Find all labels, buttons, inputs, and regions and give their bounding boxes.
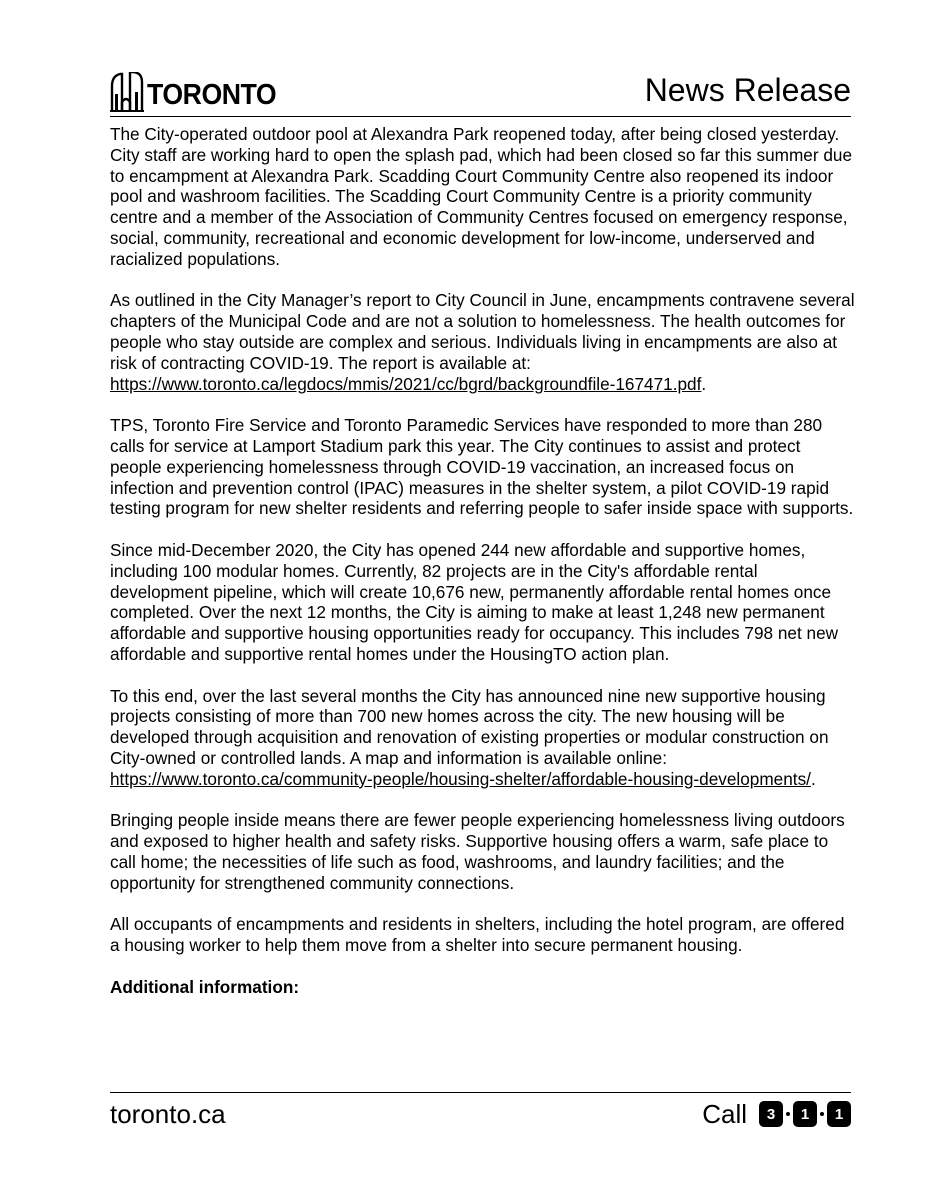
header-divider [110,116,851,117]
paragraph-housing-worker: All occupants of encampments and residents in shelters, including the hotel program, are offered a housing worker to help them move from a shelter into secure permanent housing. [110,914,845,956]
report-pdf-link[interactable]: https://www.toronto.ca/legdocs/mmis/2021/cc/bgrd/backgroundfile-167471.pdf [110,373,702,394]
separator-dot [786,1112,790,1116]
paragraph-bringing-people-inside: Bringing people inside means there are fewer people experiencing homelessness living outdoors and exposed to higher health and safety risks. Supportive housing offers a warm, safe place to call home; the necessities of life such as food, washrooms, and laundry facilities; and the opportunity for strengthened community connections. [110,810,845,893]
website-link[interactable]: toronto.ca [110,1099,226,1129]
housing-map-link[interactable]: https://www.toronto.ca/community-people/housing-shelter/affordable-housing-developments/ [110,768,811,789]
digit-key: 3 [759,1101,783,1127]
page-header [110,58,851,116]
paragraph-supportive-housing [110,686,855,790]
digit-key: 1 [793,1101,817,1127]
digit-key: 1 [827,1101,851,1127]
call-label: Call [702,1099,747,1129]
paragraph-pool-reopening: The City-operated outdoor pool at Alexandra Park reopened today, after being closed yesterday. City staff are working hard to open the splash pad, which had been closed so far this summer due to encampment at Alexandra Park. Scadding Court Community Centre also reopened its indoor pool and washroom facilities. The Scadding Court Community Centre is a priority community centre and a member of the Association of Community Centres focused on emergency response, social, community, recreational and economic development for low-income, underserved and racialized populations. [110,124,853,269]
paragraph-emergency-calls: TPS, Toronto Fire Service and Toronto Paramedic Services have responded to more than 280 calls for service at Lamport Stadium park this year. The City continues to assist and protect people experiencing homelessness through COVID-19 vaccination, an increased focus on infection and prevention control (IPAC) measures in the shelter system, a pilot COVID-19 rapid testing program for new shelter residents and referring people to safer inside space with supports. [110,415,854,519]
paragraph-city-manager-report [110,290,855,394]
logo-wordmark: TORONTO [147,79,277,111]
toronto-logo[interactable] [110,66,287,112]
release-body [110,124,855,1018]
footer-divider [110,1092,851,1093]
paragraph-text: To this end, over the last several months the City has announced nine new supportive housing projects consisting of more than 700 new homes across the city. The new housing will be developed through acquisition and renovation of existing properties or modular construction on City-owned or controlled lands. A map and information is available online: [110,685,829,768]
city-hall-icon [110,72,144,112]
paragraph-affordable-homes: Since mid-December 2020, the City has opened 244 new affordable and supportive homes, including 100 modular homes. Currently, 82 projects are in the City's affordable rental development pipeline, which will create 10,676 new, permanently affordable rental homes once completed. Over the next 12 months, the City is aiming to make at least 1,248 new permanent affordable and supportive housing opportunities ready for occupancy. This includes 798 net new affordable and supportive rental homes under the HousingTO action plan. [110,539,839,664]
paragraph-end: . [810,768,816,789]
paragraph-end: . [701,373,707,394]
document-type-title: News Release [644,72,851,108]
additional-information-heading: Additional information: [110,976,300,997]
paragraph-text: As outlined in the City Manager’s report to City Council in June, encampments contravene several chapters of the Municipal Code and are not a solution to homelessness. The health outcomes for people who stay outside are complex and serious. Individuals living in encampments are also at risk of contracting COVID-19. The report is available at: [110,290,855,373]
separator-dot [820,1112,824,1116]
call-311-badge[interactable] [702,1099,851,1129]
